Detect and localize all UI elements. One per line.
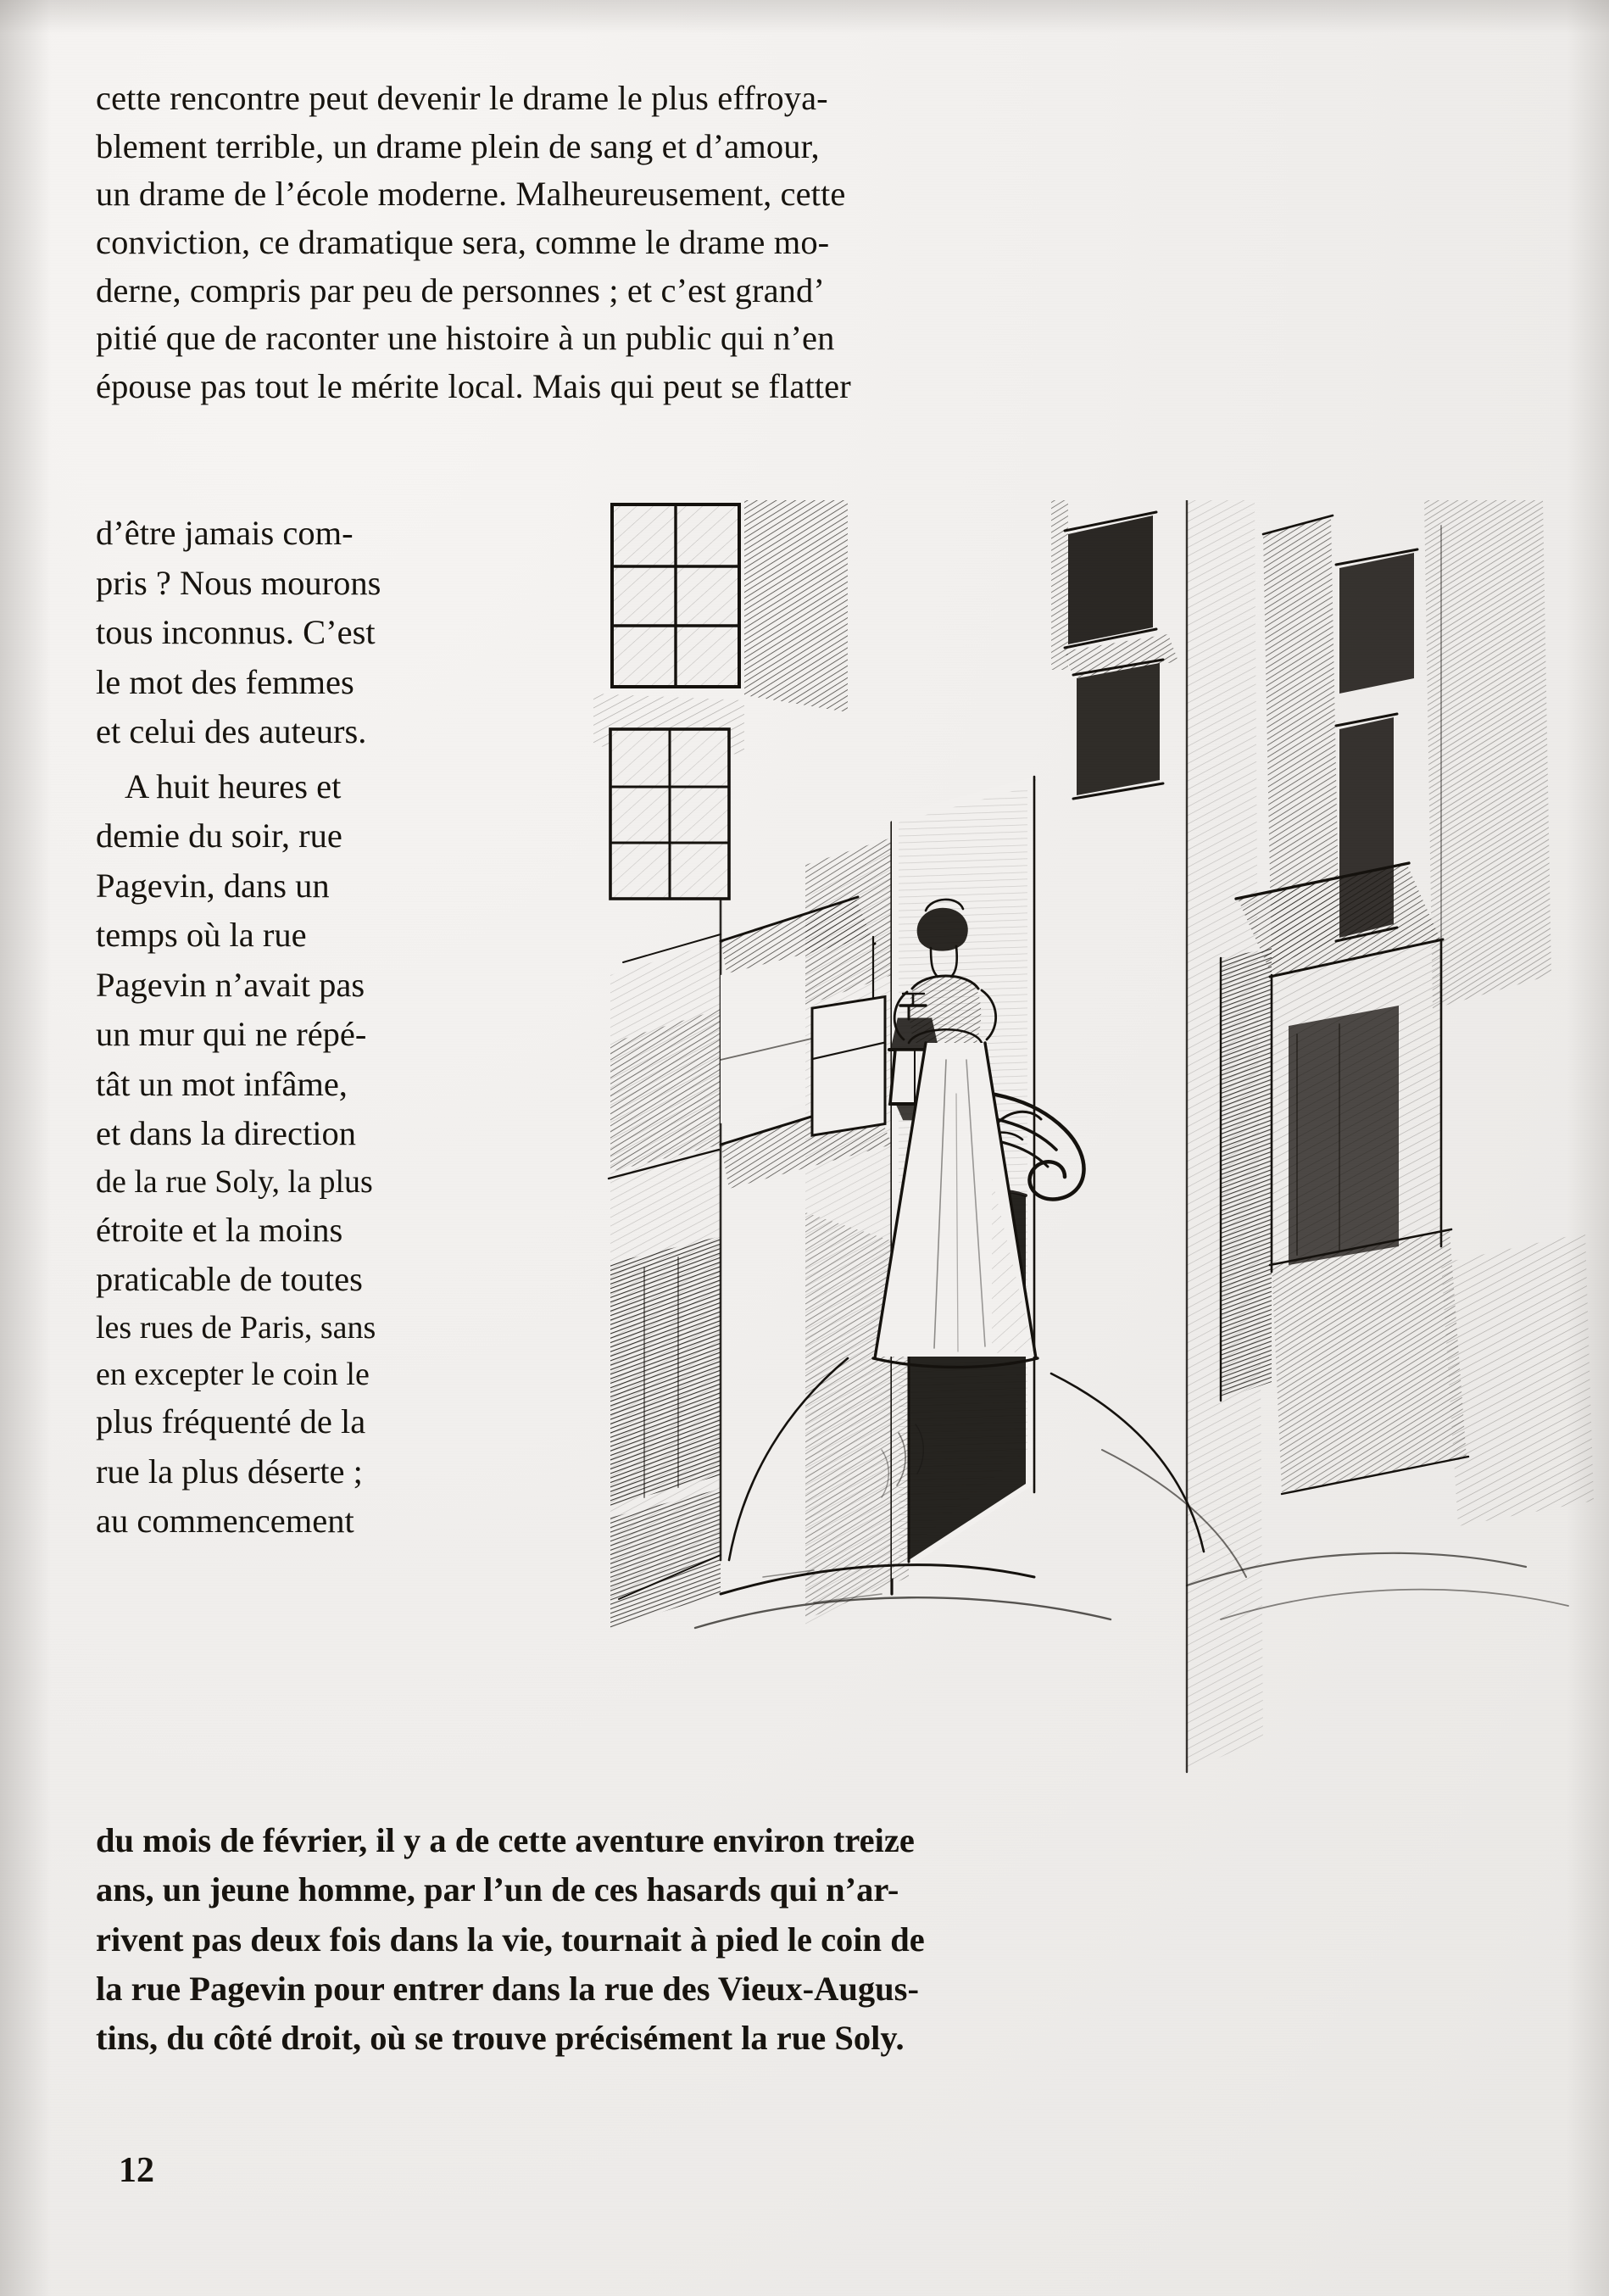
text-line: plus fréquenté de la xyxy=(96,1402,366,1441)
narrow-column-text xyxy=(96,509,571,1546)
text-line: pris ? Nous mourons xyxy=(96,563,381,602)
page-number: 12 xyxy=(119,2151,154,2190)
text-line: épouse pas tout le mérite local. Mais qui peut se flatter xyxy=(96,367,851,406)
text-line: temps où la rue xyxy=(96,916,307,955)
text-line: rue la plus déserte ; xyxy=(96,1452,363,1491)
text-line: derne, compris par peu de personnes ; et c’est grand’ xyxy=(96,270,825,309)
text-line: et celui des auteurs. xyxy=(96,712,367,751)
text-line: tins, du côté droit, où se trouve précisément la rue Soly. xyxy=(96,2019,905,2058)
text-line: A huit heures et xyxy=(125,766,342,805)
text-line: le mot des femmes xyxy=(96,662,354,701)
text-line: ans, un jeune homme, par l’un de ces hasards qui n’ar- xyxy=(96,1870,899,1909)
street-corner-etching xyxy=(593,500,1594,1942)
text-line: Pagevin, dans un xyxy=(96,866,330,905)
text-line: praticable de toutes xyxy=(96,1260,363,1299)
text-line: du mois de février, il y a de cette aventure environ treize xyxy=(96,1821,915,1859)
text-line: blement terrible, un drame plein de sang et d’amour, xyxy=(96,126,820,165)
paragraph-top xyxy=(96,75,1367,411)
text-line: étroite et la moins xyxy=(96,1210,343,1249)
text-line: de la rue Soly, la plus xyxy=(96,1163,373,1200)
text-line: tous inconnus. C’est xyxy=(96,613,376,652)
text-line: un mur qui ne répé- xyxy=(96,1015,367,1054)
text-line: au commencement xyxy=(96,1502,354,1541)
text-line: pitié que de raconter une histoire à un public qui n’en xyxy=(96,319,835,358)
text-line: en excepter le coin le xyxy=(96,1356,370,1392)
text-line: et dans la direction xyxy=(96,1114,357,1153)
text-line: conviction, ce dramatique sera, comme le drame mo- xyxy=(96,223,830,262)
text-line: d’être jamais com- xyxy=(96,514,354,552)
text-line: demie du soir, rue xyxy=(96,816,342,855)
text-line: la rue Pagevin pour entrer dans la rue des Vieux-Augus- xyxy=(96,1969,919,2008)
page-edge-shadow-left xyxy=(0,0,51,2296)
text-line: un drame de l’école moderne. Malheureusement, cette xyxy=(96,175,846,214)
text-line: rivent pas deux fois dans la vie, tournait à pied le coin de xyxy=(96,1920,925,1959)
text-line: les rues de Paris, sans xyxy=(96,1309,376,1346)
page-edge-shadow-top xyxy=(0,0,1609,34)
text-line: tât un mot infâme, xyxy=(96,1064,348,1103)
text-line: cette rencontre peut devenir le drame le plus effroya- xyxy=(96,79,828,117)
paragraph-bottom xyxy=(96,1816,1367,2064)
text-line: Pagevin n’avait pas xyxy=(96,965,365,1004)
